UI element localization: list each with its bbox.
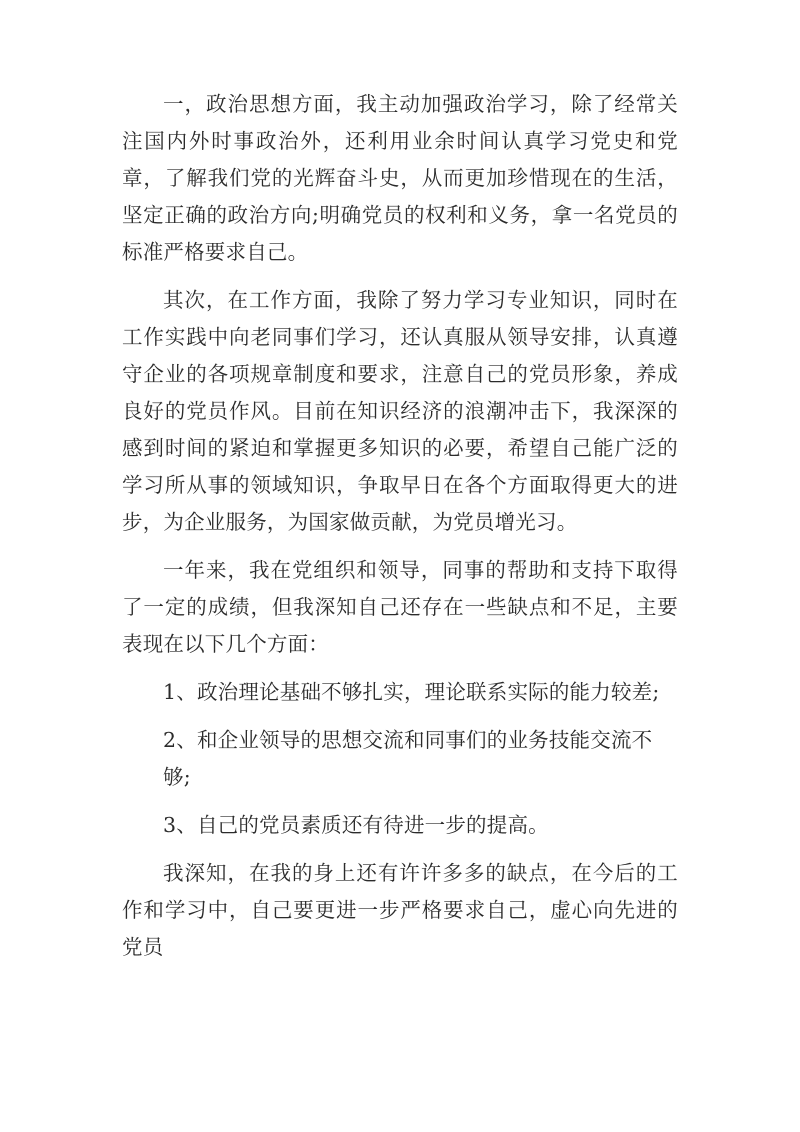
list-item-3-text: 自己的党员素质还有待进一步的提高。 [196,813,549,837]
list-item-2-marker: 2、 [163,728,197,752]
list-item-3-marker: 3、 [163,813,197,837]
list-item-3 [122,807,678,844]
paragraph-political-thought: 一，政治思想方面，我主动加强政治学习，除了经常关注国内外时事政治外，还利用业余时间认真学习党史和党章，了解我们党的光辉奋斗史，从而更加珍惜现在的生活，坚定正确的政治方向;明确党员的权利和义务，拿一名党员的标准严格要求自己。 [122,92,678,264]
document-text-body [122,86,678,977]
paragraph-self-awareness: 我深知，在我的身上还有许许多多的缺点，在今后的工作和学习中，自己要更进一步严格要求自己，虚心向先进的党员 [122,861,678,959]
list-item-2-text: 和企业领导的思想交流和同事们的业务技能交流不够; [163,728,653,789]
paragraph-work-aspect: 其次，在工作方面，我除了努力学习专业知识，同时在工作实践中向老同事们学习，还认真服从领导安排，认真遵守企业的各项规章制度和要求，注意自己的党员形象，养成良好的党员作风。目前在知识经济的浪潮冲击下，我深深的感到时间的紧迫和掌握更多知识的必要，希望自己能广泛的学习所从事的领域知识，争取早日在各个方面取得更大的进步，为企业服务，为国家做贡献，为党员增光习。 [122,288,678,534]
list-item-1-marker: 1、 [163,680,197,704]
list-item-1-text: 政治理论基础不够扎实，理论联系实际的能力较差; [196,680,660,704]
list-item-2 [122,722,678,796]
paragraph-year-review: 一年来，我在党组织和领导，同事的帮助和支持下取得了一定的成绩，但我深知自己还存在一些缺点和不足，主要表现在以下几个方面： [122,558,678,656]
list-item-1 [122,674,678,711]
